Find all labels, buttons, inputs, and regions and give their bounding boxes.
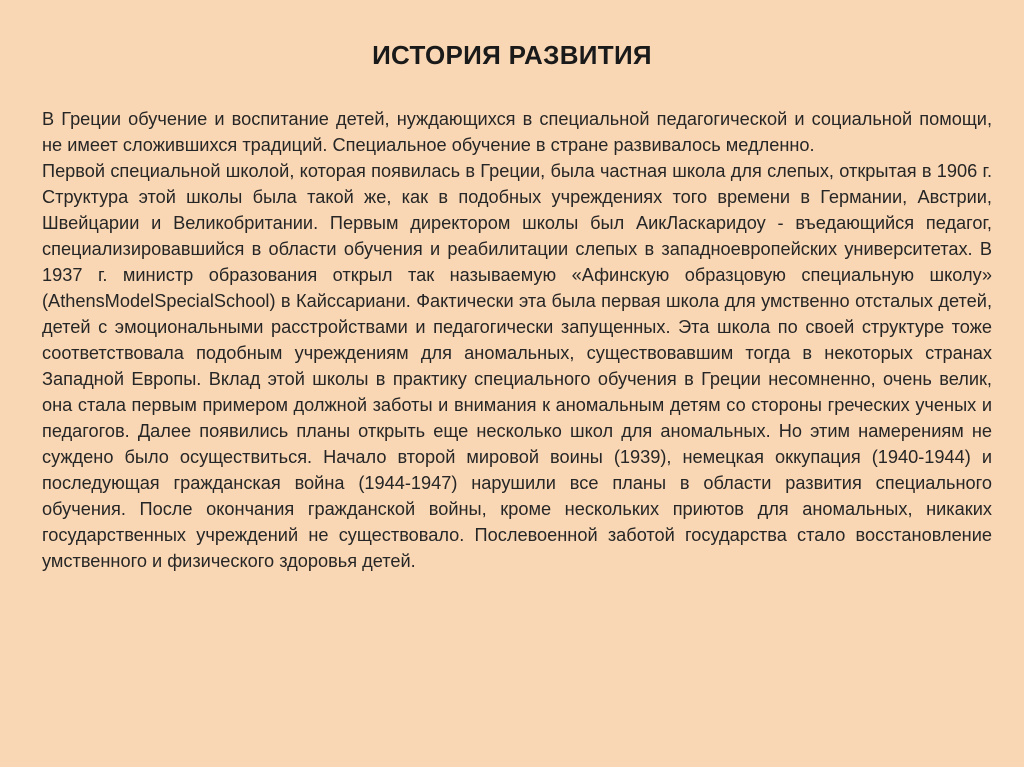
slide-body xyxy=(42,106,992,574)
paragraph-history: Первой специальной школой, которая появилась в Греции, была частная школа для слепых, открытая в 1906 г. Структура этой школы была такой же, как в подобных учреждениях того времени в Германии, Австрии, Швейцарии и Великобритании. Первым директором школы был АикЛаскаридоу - въедающийся педагог, специализировавшийся в области обучения и реабилитации слепых в западноевропейских университетах. В 1937 г. министр образования открыл так называемую «Афинскую образцовую специальную школу» (AthensModelSpecialSchool) в Кайссариани. Фактически эта была первая школа для умственно отсталых детей, детей с эмоциональными расстройствами и педагогически запущенных. Эта школа по своей структуре тоже соответствовала подобным учреждениям для аномальных, существовавшим тогда в некоторых странах Западной Европы. Вклад этой школы в практику специального обучения в Греции несомненно, очень велик, она стала первым примером должной заботы и внимания к аномальным детям со стороны греческих ученых и педагогов. Далее появились планы открыть еще несколько школ для аномальных. Но этим намерениям не суждено было осуществиться. Начало второй мировой воины (1939), немецкая оккупация (1940-1944) и последующая гражданская война (1944-1947) нарушили все планы в области развития специального обучения. После окончания гражданской войны, кроме нескольких приютов для аномальных, никаких государственных учреждений не существовало. Послевоенной заботой государства стало восстановление умственного и физического здоровья детей. xyxy=(42,161,992,571)
slide-title: ИСТОРИЯ РАЗВИТИЯ xyxy=(372,40,652,70)
paragraph-intro: В Греции обучение и воспитание детей, нуждающихся в специальной педагогической и социальной помощи, не имеет сложившихся традиций. Специальное обучение в стране развивалось медленно. xyxy=(42,109,992,155)
